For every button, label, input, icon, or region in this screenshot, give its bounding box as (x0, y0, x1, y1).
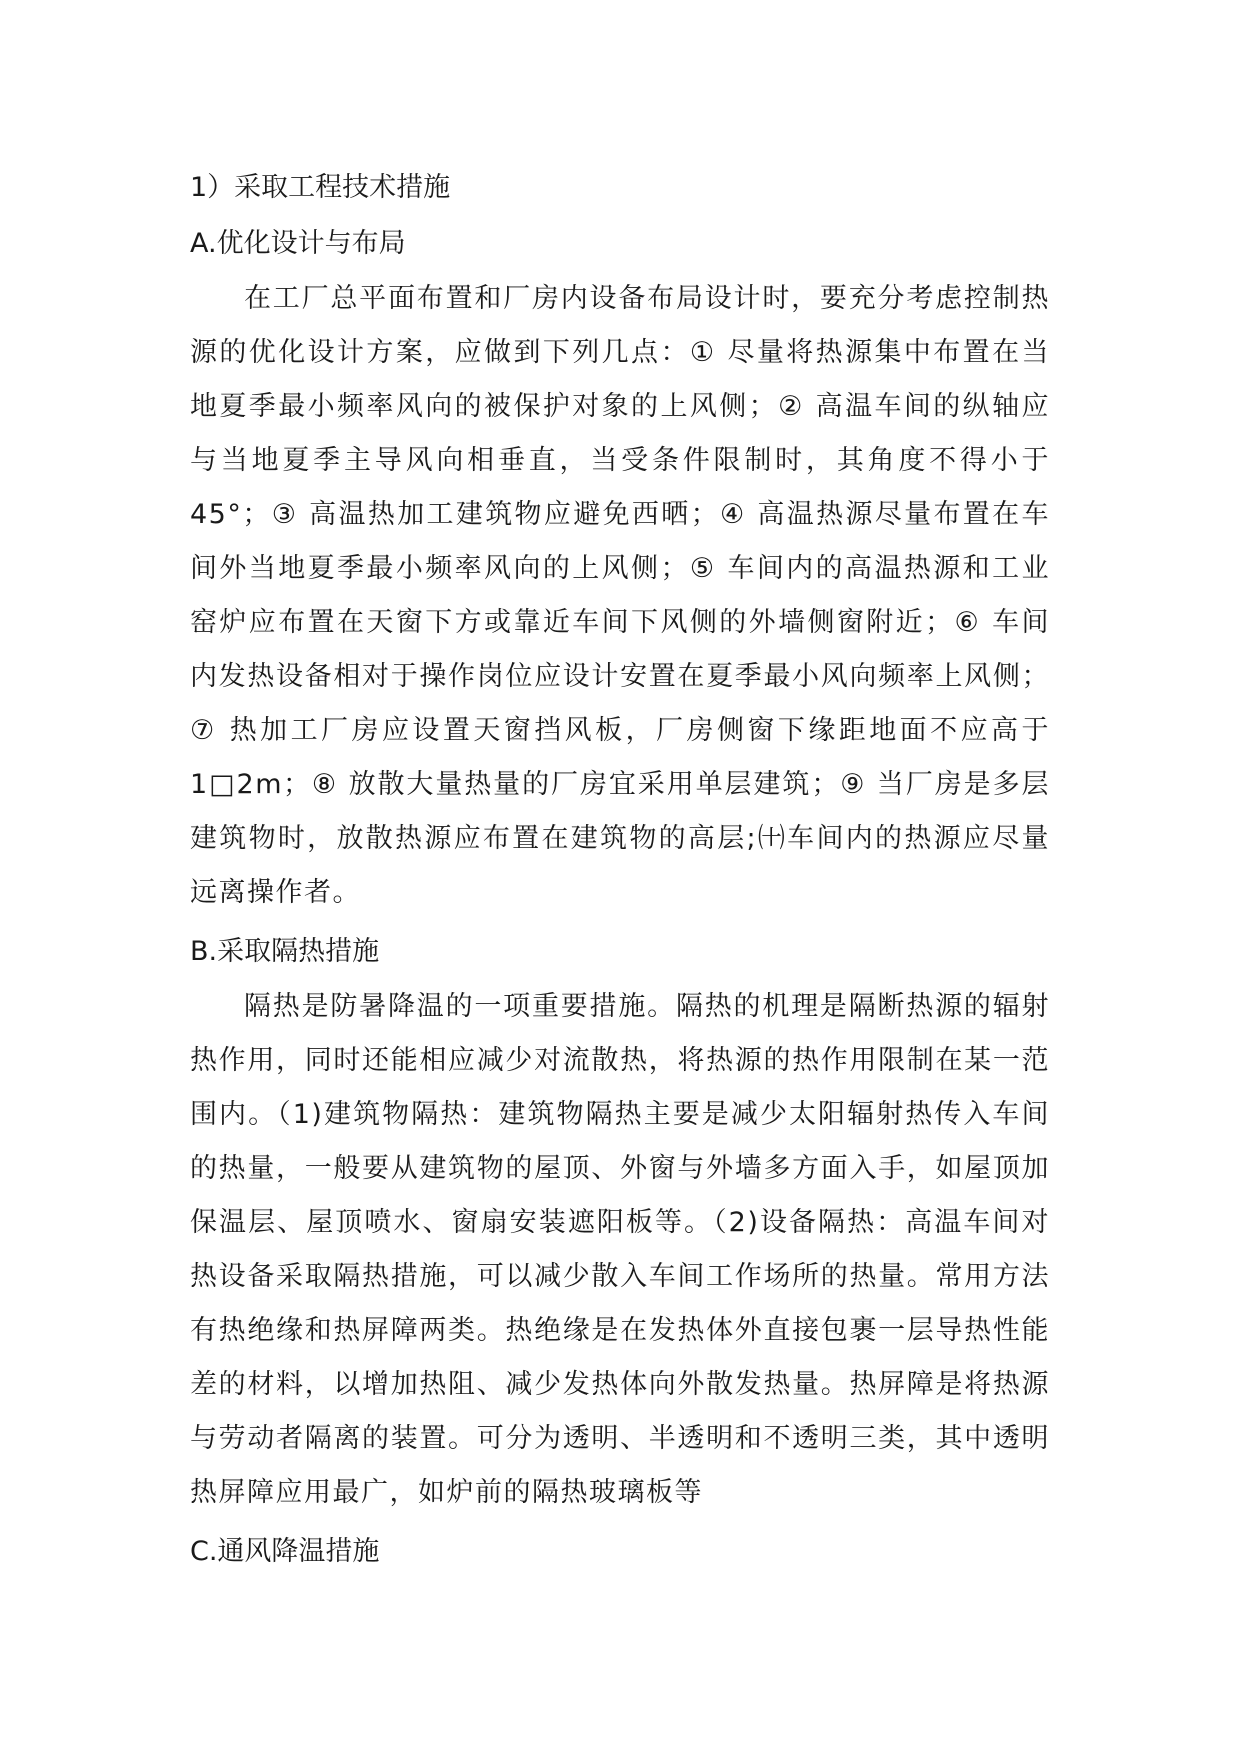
section-1-heading: 1）采取工程技术措施 (190, 172, 451, 203)
section-c-heading: C.通风降温措施 (190, 1536, 380, 1567)
section-b-paragraph: 隔热是防暑降温的一项重要措施。隔热的机理是隔断热源的辐射热作用，同时还能相应减少对流散热，将热源的热作用限制在某一范围内。（1)建筑物隔热：建筑物隔热主要是减少太阳辐射热传入车间的热量，一般要从建筑物的屋顶、外窗与外墙多方面入手，如屋顶加保温层、屋顶喷水、窗扇安装遮阳板等。（2)设备隔热：高温车间对热设备采取隔热措施，可以减少散入车间工作场所的热量。常用方法有热绝缘和热屏障两类。热绝缘是在发热体外直接包裹一层导热性能差的材料，以增加热阻、减少发热体向外散发热量。热屏障是将热源与劳动者隔离的装置。可分为透明、半透明和不透明三类，其中透明热屏障应用最广，如炉前的隔热玻璃板等 (190, 991, 1050, 1508)
document-page (190, 160, 1050, 1580)
section-a-heading: A.优化设计与布局 (190, 228, 406, 259)
section-b-heading: B.采取隔热措施 (190, 936, 380, 967)
section-a-paragraph: 在工厂总平面布置和厂房内设备布局设计时，要充分考虑控制热源的优化设计方案，应做到下列几点：① 尽量将热源集中布置在当地夏季最小频率风向的被保护对象的上风侧；② 高温车间的纵轴应与当地夏季主导风向相垂直，当受条件限制时，其角度不得小于 45°；③ 高温热加工建筑物应避免西晒；④ 高温热源尽量布置在车间外当地夏季最小频率风向的上风侧；⑤ 车间内的高温热源和工业窑炉应布置在天窗下方或靠近车间下风侧的外墙侧窗附近；⑥ 车间内发热设备相对于操作岗位应设计安置在夏季最小风向频率上风侧；⑦ 热加工厂房应设置天窗挡风板，厂房侧窗下缘距地面不应高于 1□2m；⑧ 放散大量热量的厂房宜采用单层建筑；⑨ 当厂房是多层建筑物时，放散热源应布置在建筑物的高层;㈩车间内的热源应尽量远离操作者。 (190, 283, 1050, 908)
